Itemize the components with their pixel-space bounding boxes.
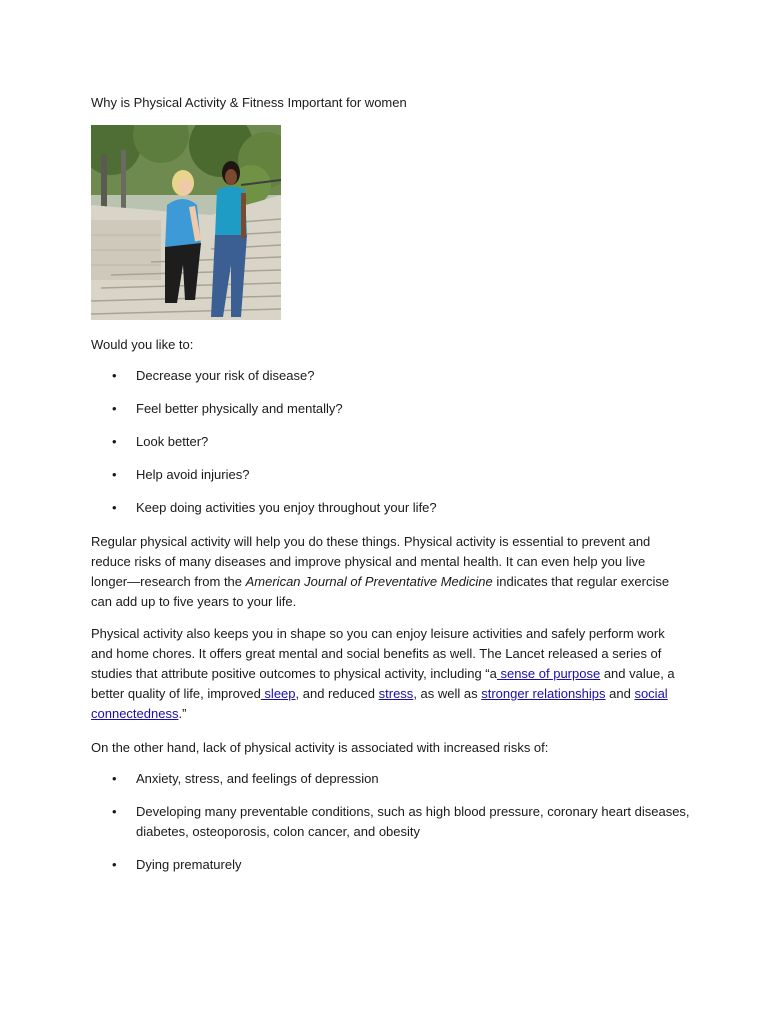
list-item: • Decrease your risk of disease? (91, 366, 691, 386)
link-stronger-relationships[interactable]: stronger relationships (481, 686, 606, 701)
list-item: • Feel better physically and mentally? (91, 399, 691, 419)
risks-list (91, 769, 691, 888)
list-item: • Help avoid injuries? (91, 465, 691, 485)
bullet-icon: • (112, 804, 117, 819)
list-item: • Developing many preventable conditions, such as high blood pressure, coronary heart diseases, diabetes, osteoporosis, colon cancer, and obesity (112, 804, 690, 839)
paragraph-regular-activity: Regular physical activity will help you do these things. Physical activity is essential to prevent and reduce risks of many diseases and improve physical and mental health. It can even help you live longer—research from the American Journal of Preventative Medicine indicates that regular exercise can add up to five years to your life. (91, 534, 670, 609)
journal-name: American Journal of Preventative Medicine (245, 574, 493, 589)
link-sense-of-purpose[interactable]: sense of purpose (496, 666, 601, 681)
paragraph-lancet-study: Physical activity also keeps you in shape so you can enjoy leisure activities and safely perform work and home chores. It offers great mental and social benefits as well. The Lancet released a series of studies that attribute positive outcomes to physical activity, including “a sense of purpose and value, a better quality of life, improved sleep, and reduced stress, as well as stronger relationships and social connectedness.” (91, 626, 675, 721)
link-social-connectedness[interactable]: social connectedness (91, 686, 668, 721)
page-title: Why is Physical Activity & Fitness Important for women (91, 95, 407, 110)
bullet-icon: • (112, 467, 117, 482)
list-item: • Keep doing activities you enjoy throughout your life? (91, 498, 691, 518)
list-item: • Dying prematurely (91, 855, 691, 875)
paragraph-inactivity-risks: On the other hand, lack of physical activity is associated with increased risks of: (91, 740, 549, 755)
women-walking-photo (91, 125, 281, 320)
intro-text: Would you like to: (91, 337, 194, 352)
list-item: • Anxiety, stress, and feelings of depression (91, 769, 691, 789)
bullet-icon: • (112, 401, 117, 416)
link-stress[interactable]: stress (378, 686, 414, 701)
bullet-icon: • (112, 857, 117, 872)
bullet-icon: • (112, 771, 117, 786)
bullet-icon: • (112, 368, 117, 383)
bullet-icon: • (112, 434, 117, 449)
list-item: • Look better? (91, 432, 691, 452)
link-sleep[interactable]: sleep (260, 686, 296, 701)
bullet-icon: • (112, 500, 117, 515)
benefits-list (91, 366, 691, 531)
